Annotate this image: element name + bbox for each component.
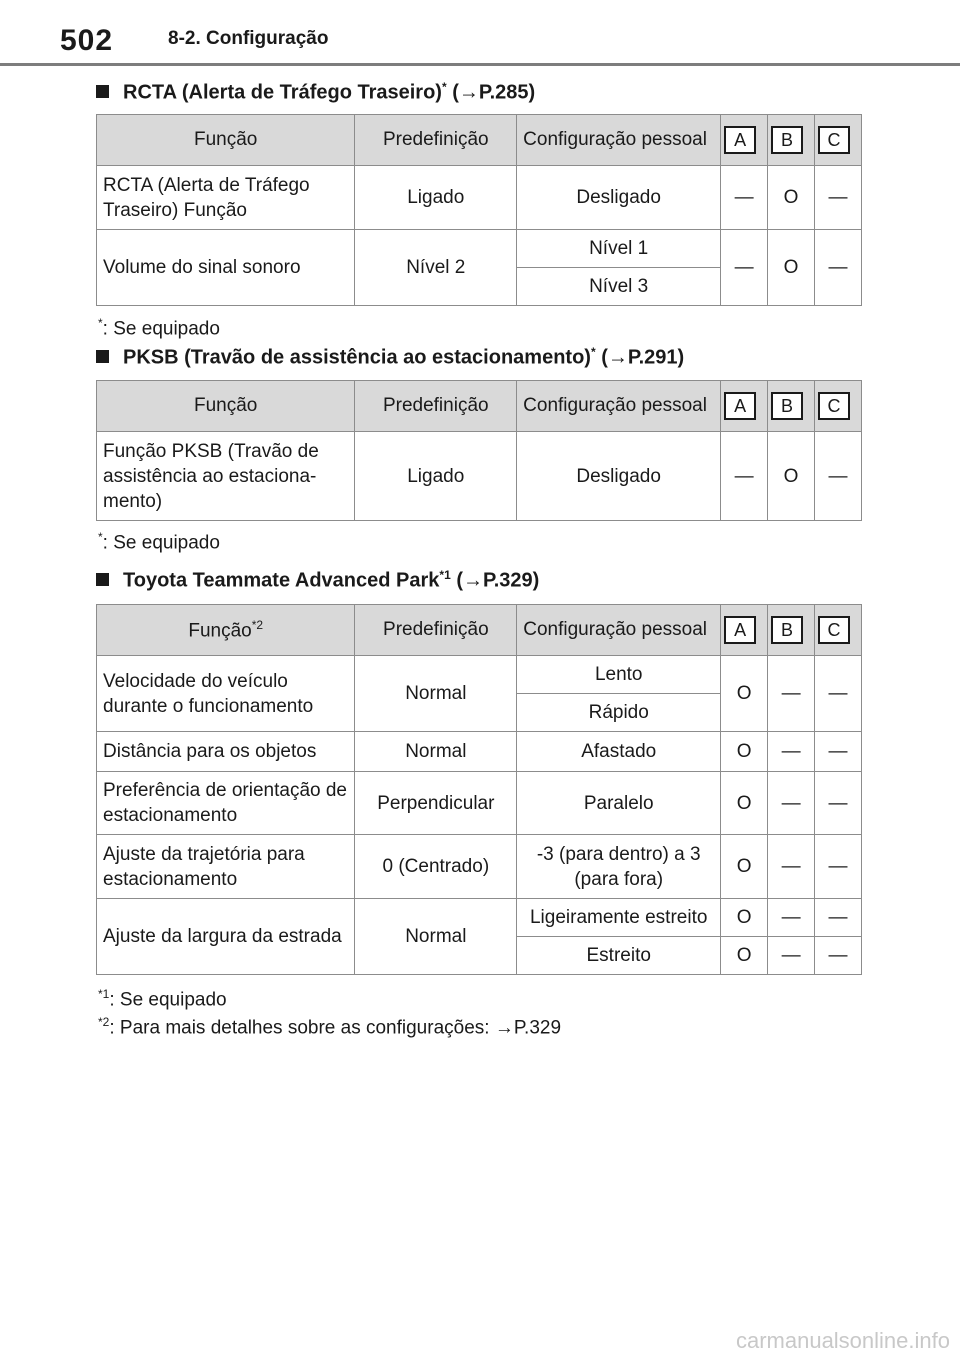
col-header-predefinicao: Predefinição [355,115,517,166]
col-header-config: Configuração pessoal [517,115,721,166]
cell-config: Lento [517,656,721,694]
cell-config: Ligeiramente estreito [517,899,721,937]
cell-config: Desligado [517,166,721,230]
cell-funcao: Preferência de orientação de estacionamento [97,772,355,835]
settings-table-rcta [96,114,862,306]
cell-config: -3 (para dentro) a 3 (para fora) [517,835,721,899]
col-header-funcao: Função [97,381,355,432]
cell-config: Nível 1 [517,230,721,268]
col-header-b: B [771,616,803,644]
page-reference[interactable]: (→P.285) [452,81,536,104]
col-header-c: C [818,392,850,420]
cell-c: — [815,835,862,899]
table-row [97,432,862,521]
cell-c: — [815,166,862,230]
col-header-funcao: Função$^{*2}$ [97,605,355,656]
page-header [0,0,960,66]
cell-config: Desligado [517,432,721,521]
cell-predefinicao: Normal [355,656,517,732]
bullet-square-icon [96,85,109,98]
bullet-square-icon [96,350,109,363]
section-heading-park: Toyota Teammate Advanced Park$^{*1}$ (→P.329) [96,568,539,593]
cell-c: — [815,432,862,521]
cell-c: — [815,899,862,937]
col-header-config: Configuração pessoal [517,381,721,432]
cell-a: — [721,432,768,521]
col-header-config: Configuração pessoal [517,605,721,656]
cell-predefinicao: Nível 2 [355,230,517,306]
col-header-c: C [818,616,850,644]
col-header-a: A [724,616,756,644]
cell-b: O [768,230,815,306]
cell-config: Paralelo [517,772,721,835]
cell-config: Nível 3 [517,268,721,306]
col-header-funcao: Função [97,115,355,166]
footnote: $^{*2}$: Para mais detalhes sobre as configurações: →P.329 [98,1015,562,1039]
header-divider [0,63,960,66]
cell-predefinicao: Normal [355,732,517,772]
cell-a: O [721,835,768,899]
cell-funcao: Volume do sinal sonoro [97,230,355,306]
cell-funcao: Distância para os objetos [97,732,355,772]
footnote: *: Se equipado [98,530,220,554]
cell-funcao: Ajuste da largura da estrada [97,899,355,975]
cell-b: — [768,899,815,937]
cell-a: — [721,166,768,230]
cell-funcao: Velocidade do veículo durante o funcionamento [97,656,355,732]
cell-b: — [768,732,815,772]
cell-predefinicao: Ligado [355,432,517,521]
cell-a: O [721,732,768,772]
cell-b: — [768,835,815,899]
cell-config: Rápido [517,694,721,732]
cell-c: — [815,656,862,732]
table-header-row [97,381,862,432]
cell-config: Estreito [517,937,721,975]
cell-b: O [768,432,815,521]
cell-c: — [815,937,862,975]
col-header-b: B [771,392,803,420]
cell-c: — [815,732,862,772]
cell-c: — [815,772,862,835]
footnote: *: Se equipado [98,316,220,340]
cell-b: O [768,166,815,230]
table-row [97,772,862,835]
table-row [97,835,862,899]
table-header-row [97,115,862,166]
table-row [97,899,862,937]
cell-b: — [768,656,815,732]
table-row [97,166,862,230]
cell-a: O [721,772,768,835]
cell-funcao: RCTA (Alerta de Tráfego Traseiro) Função [97,166,355,230]
col-header-b: B [771,126,803,154]
table-row [97,732,862,772]
cell-a: — [721,230,768,306]
col-header-a: A [724,392,756,420]
col-header-predefinicao: Predefinição [355,381,517,432]
chapter-title: 8-2. Configuração [168,28,329,49]
cell-config: Afastado [517,732,721,772]
col-header-c: C [818,126,850,154]
cell-b: — [768,772,815,835]
section-heading-rcta: RCTA (Alerta de Tráfego Traseiro)* (→P.285) [96,80,535,105]
table-row [97,230,862,268]
section-heading-pksb: PKSB (Travão de assistência ao estacionamento)* (→P.291) [96,345,684,370]
col-header-predefinicao: Predefinição [355,605,517,656]
page-reference[interactable]: (→P.329) [456,569,540,592]
page-reference[interactable]: (→P.291) [601,346,685,369]
cell-predefinicao: 0 (Centrado) [355,835,517,899]
cell-predefinicao: Normal [355,899,517,975]
settings-table-pksb [96,380,862,521]
cell-a: O [721,937,768,975]
cell-c: — [815,230,862,306]
cell-predefinicao: Ligado [355,166,517,230]
bullet-square-icon [96,573,109,586]
cell-predefinicao: Perpendicular [355,772,517,835]
page-number: 502 [60,24,114,57]
cell-a: O [721,899,768,937]
cell-funcao: Ajuste da trajetória para estacionamento [97,835,355,899]
table-header-row [97,605,862,656]
settings-table-park [96,604,862,975]
table-row [97,656,862,694]
cell-b: — [768,937,815,975]
footnote: $^{*1}$: Se equipado [98,987,227,1011]
cell-a: O [721,656,768,732]
watermark: carmanualsonline.info [735,1328,950,1353]
col-header-a: A [724,126,756,154]
cell-funcao: Função PKSB (Travão de assistência ao estaciona-mento) [97,432,355,521]
